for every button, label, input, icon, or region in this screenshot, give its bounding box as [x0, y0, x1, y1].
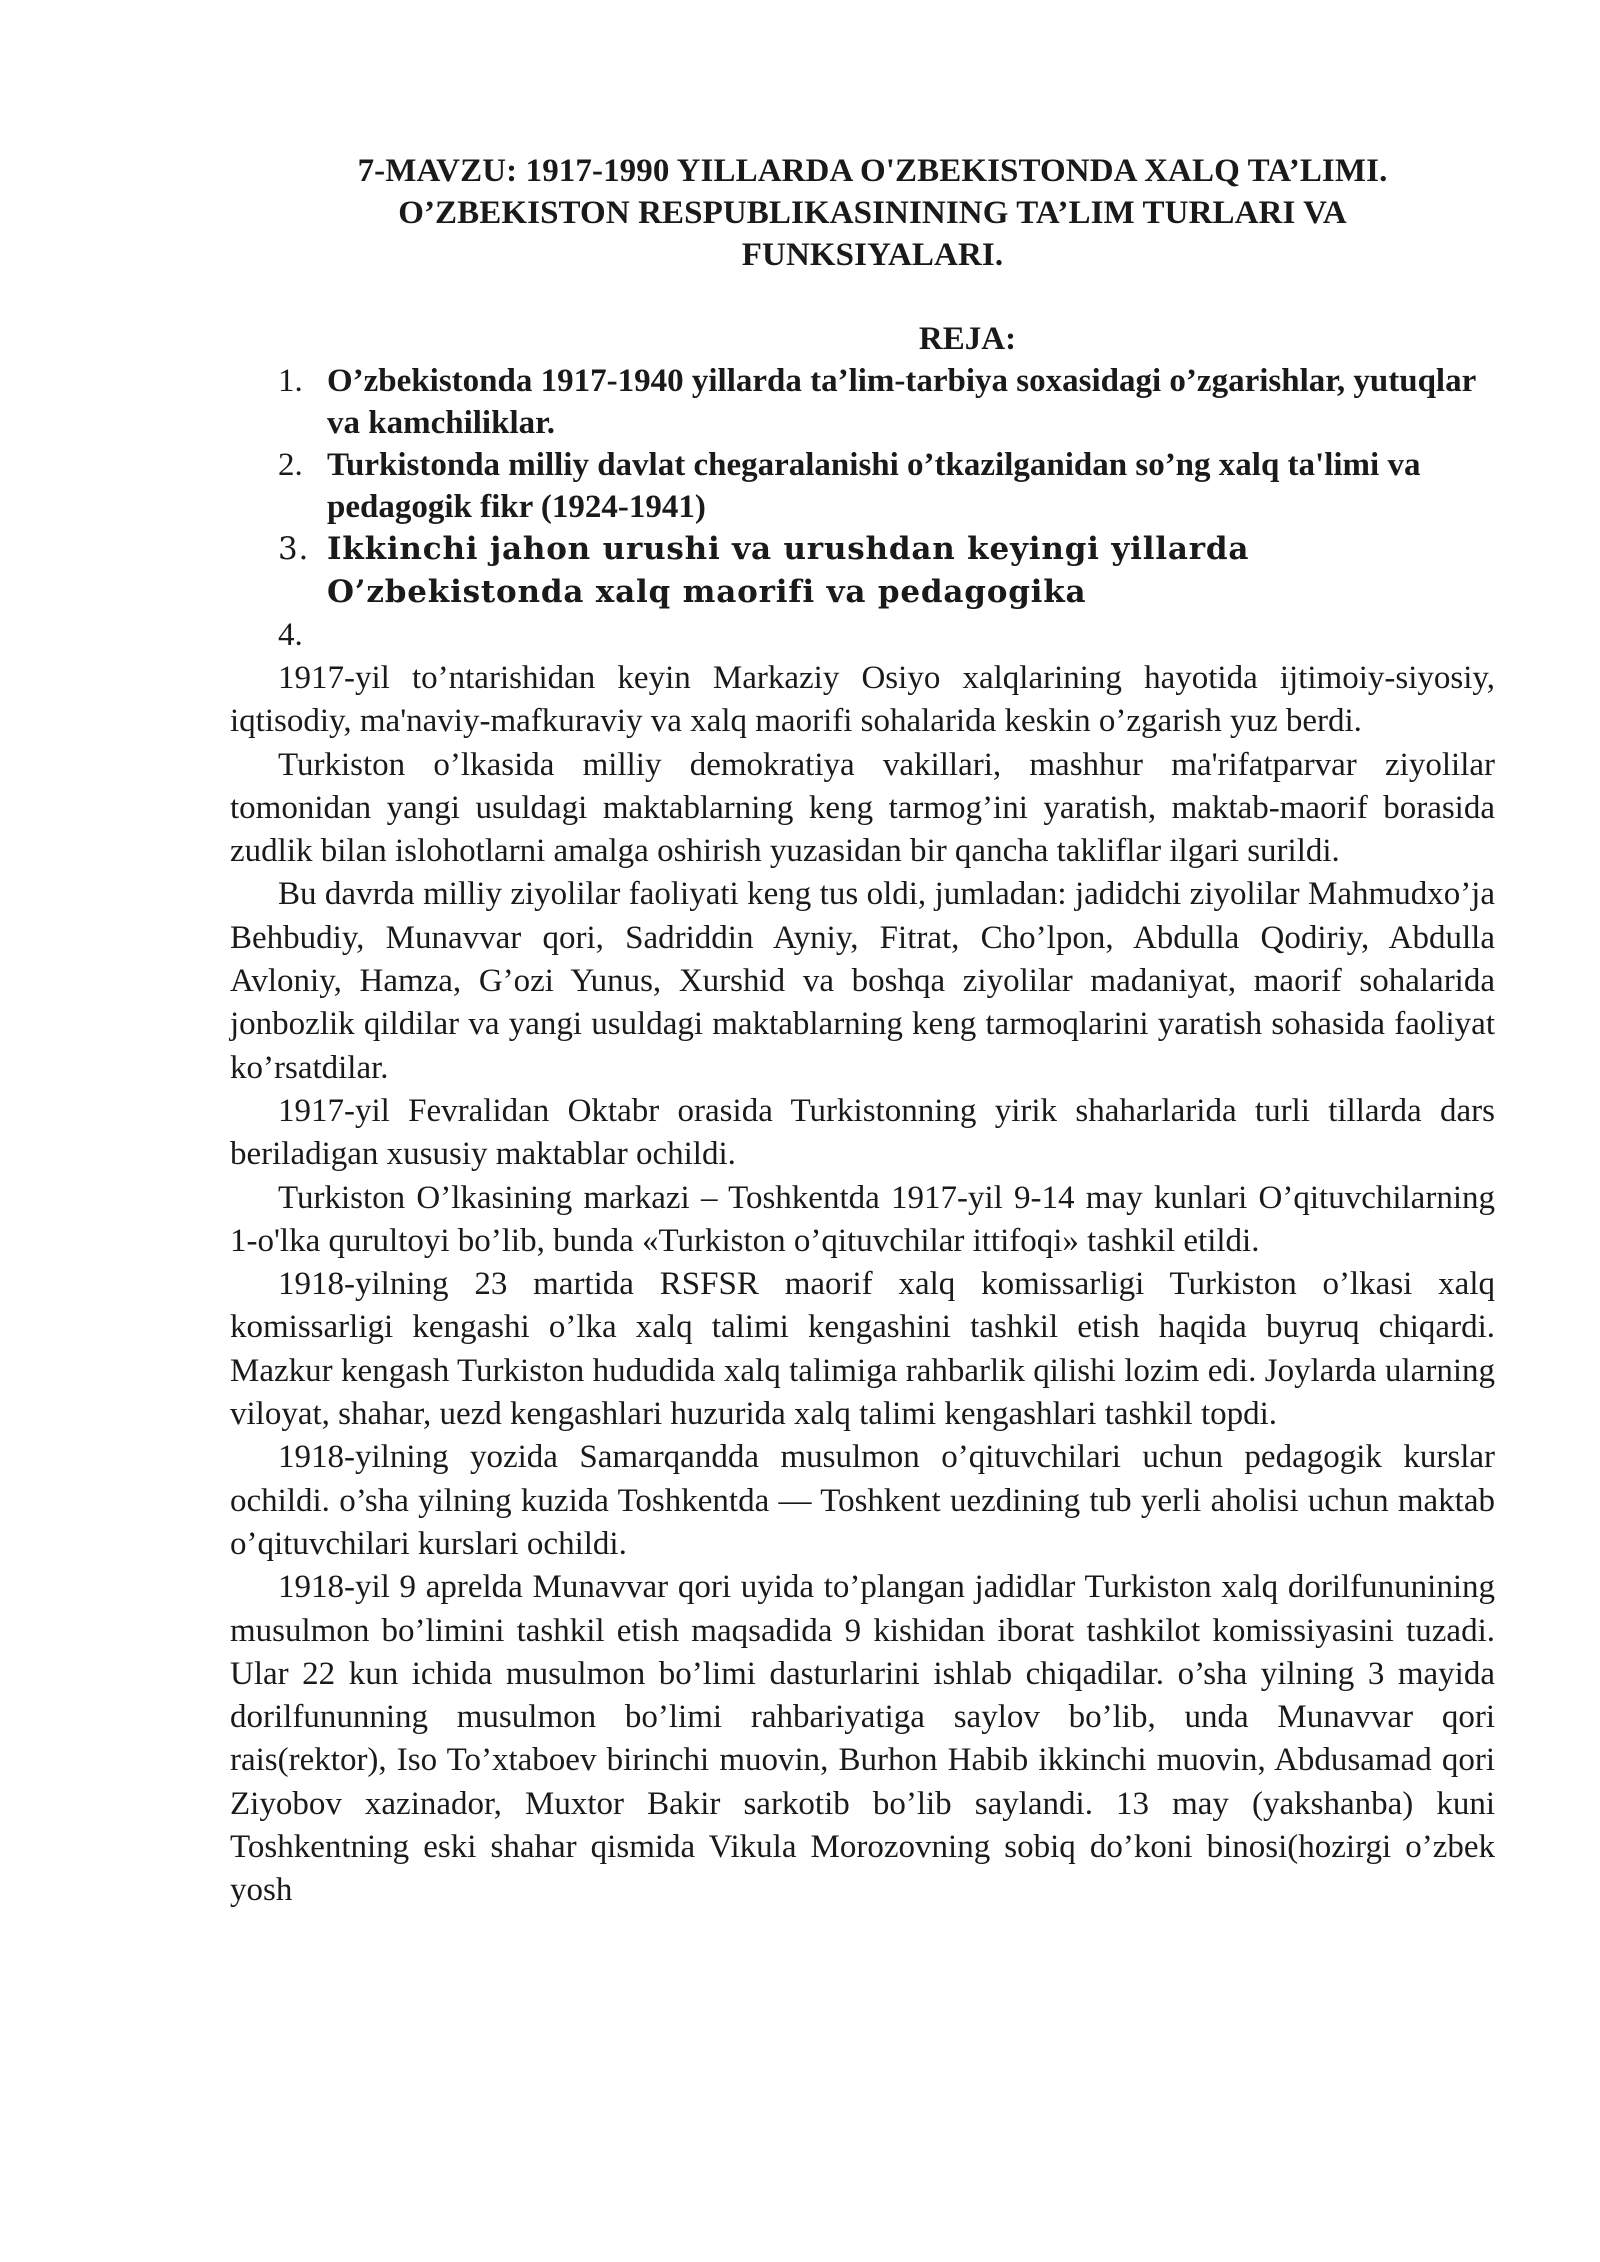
title-line: O’ZBEKISTON RESPUBLIKASININING TA’LIM TURLARI VA [398, 195, 1347, 231]
paragraph: Bu davrda milliy ziyolilar faoliyati keng tus oldi, jumladan: jadidchi ziyolilar Mahmudxo’ja Behbudiy, Munavvar qori, Sadriddin Ayniy, Fitrat, Cho’lpon, Abdulla Qodiriy, Abdulla Avloniy, Hamza, G’ozi Yunus, Xurshid va boshqa ziyolilar madaniyat, maorif sohalarida jonbozlik qildilar va yangi usuldagi maktablarning keng tarmoqlarini yaratish sohasida faoliyat ko’rsatdilar. [230, 876, 1495, 1086]
plan-item-number: 1. [278, 363, 303, 399]
paragraph: 1918-yilning yozida Samarqandda musulmon o’qituvchilari uchun pedagogik kurslar ochildi. o’sha yilning kuzida Toshkentda — Toshkent uezdining tub yerli aholisi uchun maktab o’qituvchilari kurslari ochildi. [230, 1439, 1495, 1562]
document-title [250, 150, 1495, 276]
plan-item [230, 444, 1495, 528]
plan-item-text: Ikkinchi jahon urushi va urushdan keyingi yillarda O’zbekistonda xalq maorifi va pedagogika [327, 531, 1250, 610]
body-text [230, 657, 1495, 1913]
title-line: FUNKSIYALARI. [741, 237, 1004, 273]
plan-list [230, 360, 1495, 657]
plan-heading: REJA: [918, 321, 1017, 357]
paragraph: Turkiston o’lkasida milliy demokratiya vakillari, mashhur ma'rifatparvar ziyolilar tomonidan yangi usuldagi maktablarning keng tarmog’ini yaratish, maktab-maorif borasida zudlik bilan islohotlarni amalga oshirish yuzasidan bir qancha takliflar ilgari surildi. [230, 746, 1495, 870]
plan-item-text: Turkistonda milliy davlat chegaralanishi o’tkazilganidan so’ng xalq ta'limi va pedagogik fikr (1924-1941) [327, 447, 1421, 525]
plan-item-number: 3. [278, 531, 310, 567]
paragraph: Turkiston O’lkasining markazi – Toshkentda 1917-yil 9-14 may kunlari O’qituvchilarning 1-o'lka qurultoyi bo’lib, bunda «Turkiston o’qituvchilar ittifoqi» tashkil etildi. [230, 1179, 1495, 1259]
paragraph: 1918-yil 9 aprelda Munavvar qori uyida to’plangan jadidlar Turkiston xalq dorilfununining musulmon bo’limini tashkil etish maqsadida 9 kishidan iborat tashkilot komissiyasini tuzadi. Ular 22 kun ichida musulmon bo’limi dasturlarini ishlab chiqadilar. o’sha yilning 3 mayida dorilfununning musulmon bo’limi rahbariyatiga saylov bo’lib, unda Munavvar qori rais(rektor), Iso To’xtaboev birinchi muovin, Burhon Habib ikkinchi muovin, Abdusamad qori Ziyobov xazinador, Muxtor Bakir sarkotib bo’lib saylandi. 13 may (yakshanba) kuni Toshkentning eski shahar qismida Vikula Morozovning sobiq do’koni binosi(hozirgi o’zbek yosh [230, 1569, 1495, 1909]
paragraph: 1917-yil Fevralidan Oktabr orasida Turkistonning yirik shaharlarida turli tillarda dars beriladigan xususiy maktablar ochildi. [230, 1092, 1495, 1173]
document-page [230, 150, 1495, 1913]
plan-item-text: O’zbekistonda 1917-1940 yillarda ta’lim-tarbiya soxasidagi o’zgarishlar, yutuqlar va kamchiliklar. [327, 363, 1476, 441]
plan-item [230, 528, 1495, 614]
plan-item-number: 4. [278, 617, 303, 653]
plan-item [230, 360, 1495, 444]
plan-item-number: 2. [278, 447, 303, 483]
title-line: 7-MAVZU: 1917-1990 YILLARDA O'ZBEKISTONDA XALQ TA’LIMI. [357, 153, 1388, 189]
plan-item [230, 614, 1495, 657]
paragraph: 1917-yil to’ntarishidan keyin Markaziy Osiyo xalqlarining hayotida ijtimoiy-siyosiy, iqtisodiy, ma'naviy-mafkuraviy va xalq maorifi sohalarida keskin o’zgarish yuz berdi. [230, 660, 1495, 740]
paragraph: 1918-yilning 23 martida RSFSR maorif xalq komissarligi Turkiston o’lkasi xalq komissarligi kengashi o’lka xalq talimi kengashini tashkil etish haqida buyruq chiqardi. Mazkur kengash Turkiston hududida xalq talimiga rahbarlik qilishi lozim edi. Joylarda ularning viloyat, shahar, uezd kengashlari huzurida xalq talimi kengashlari tashkil topdi. [230, 1266, 1495, 1433]
